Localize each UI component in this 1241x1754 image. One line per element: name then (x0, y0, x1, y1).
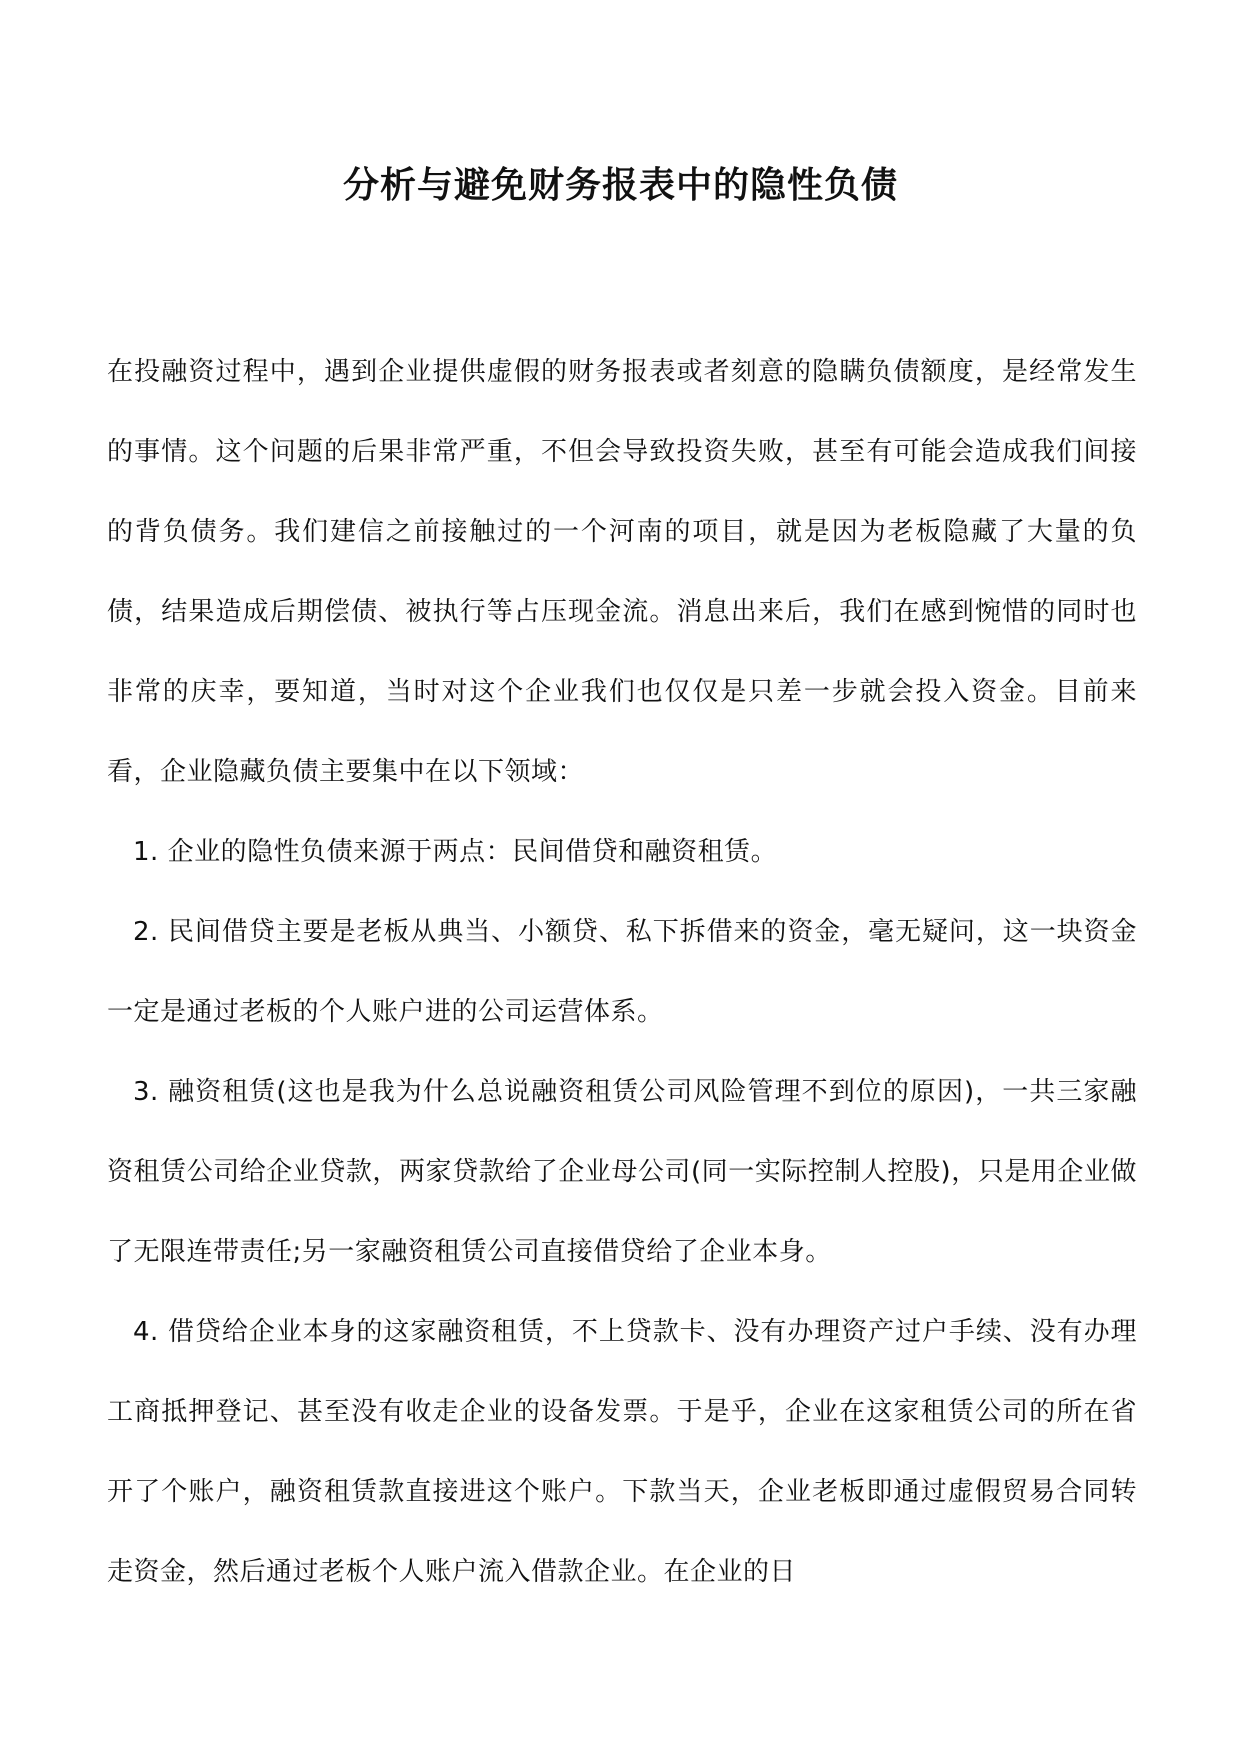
document-body (107, 332, 1137, 1612)
intro-paragraph: 在投融资过程中，遇到企业提供虚假的财务报表或者刻意的隐瞒负债额度，是经常发生的事情。这个问题的后果非常严重，不但会导致投资失败，甚至有可能会造成我们间接的背负债务。我们建信之前接触过的一个河南的项目，就是因为老板隐藏了大量的负债，结果造成后期偿债、被执行等占压现金流。消息出来后，我们在感到惋惜的同时也非常的庆幸，要知道，当时对这个企业我们也仅仅是只差一步就会投入资金。目前来看，企业隐藏负债主要集中在以下领域： (107, 357, 1137, 787)
list-item-4: 4. 借贷给企业本身的这家融资租赁，不上贷款卡、没有办理资产过户手续、没有办理工商抵押登记、甚至没有收走企业的设备发票。于是乎，企业在这家租赁公司的所在省开了个账户，融资租赁款直接进这个账户。下款当天，企业老板即通过虚假贸易合同转走资金，然后通过老板个人账户流入借款企业。在企业的日 (107, 1317, 1137, 1587)
list-item-1: 1. 企业的隐性负债来源于两点：民间借贷和融资租赁。 (133, 837, 778, 867)
document-title: 分析与避免财务报表中的隐性负债 (342, 164, 898, 206)
list-item-2: 2. 民间借贷主要是老板从典当、小额贷、私下拆借来的资金，毫无疑问，这一块资金一定是通过老板的个人账户进的公司运营体系。 (107, 917, 1137, 1027)
list-item-3: 3. 融资租赁(这也是我为什么总说融资租赁公司风险管理不到位的原因)，一共三家融资租赁公司给企业贷款，两家贷款给了企业母公司(同一实际控制人控股)，只是用企业做了无限连带责任;另一家融资租赁公司直接借贷给了企业本身。 (107, 1077, 1137, 1267)
